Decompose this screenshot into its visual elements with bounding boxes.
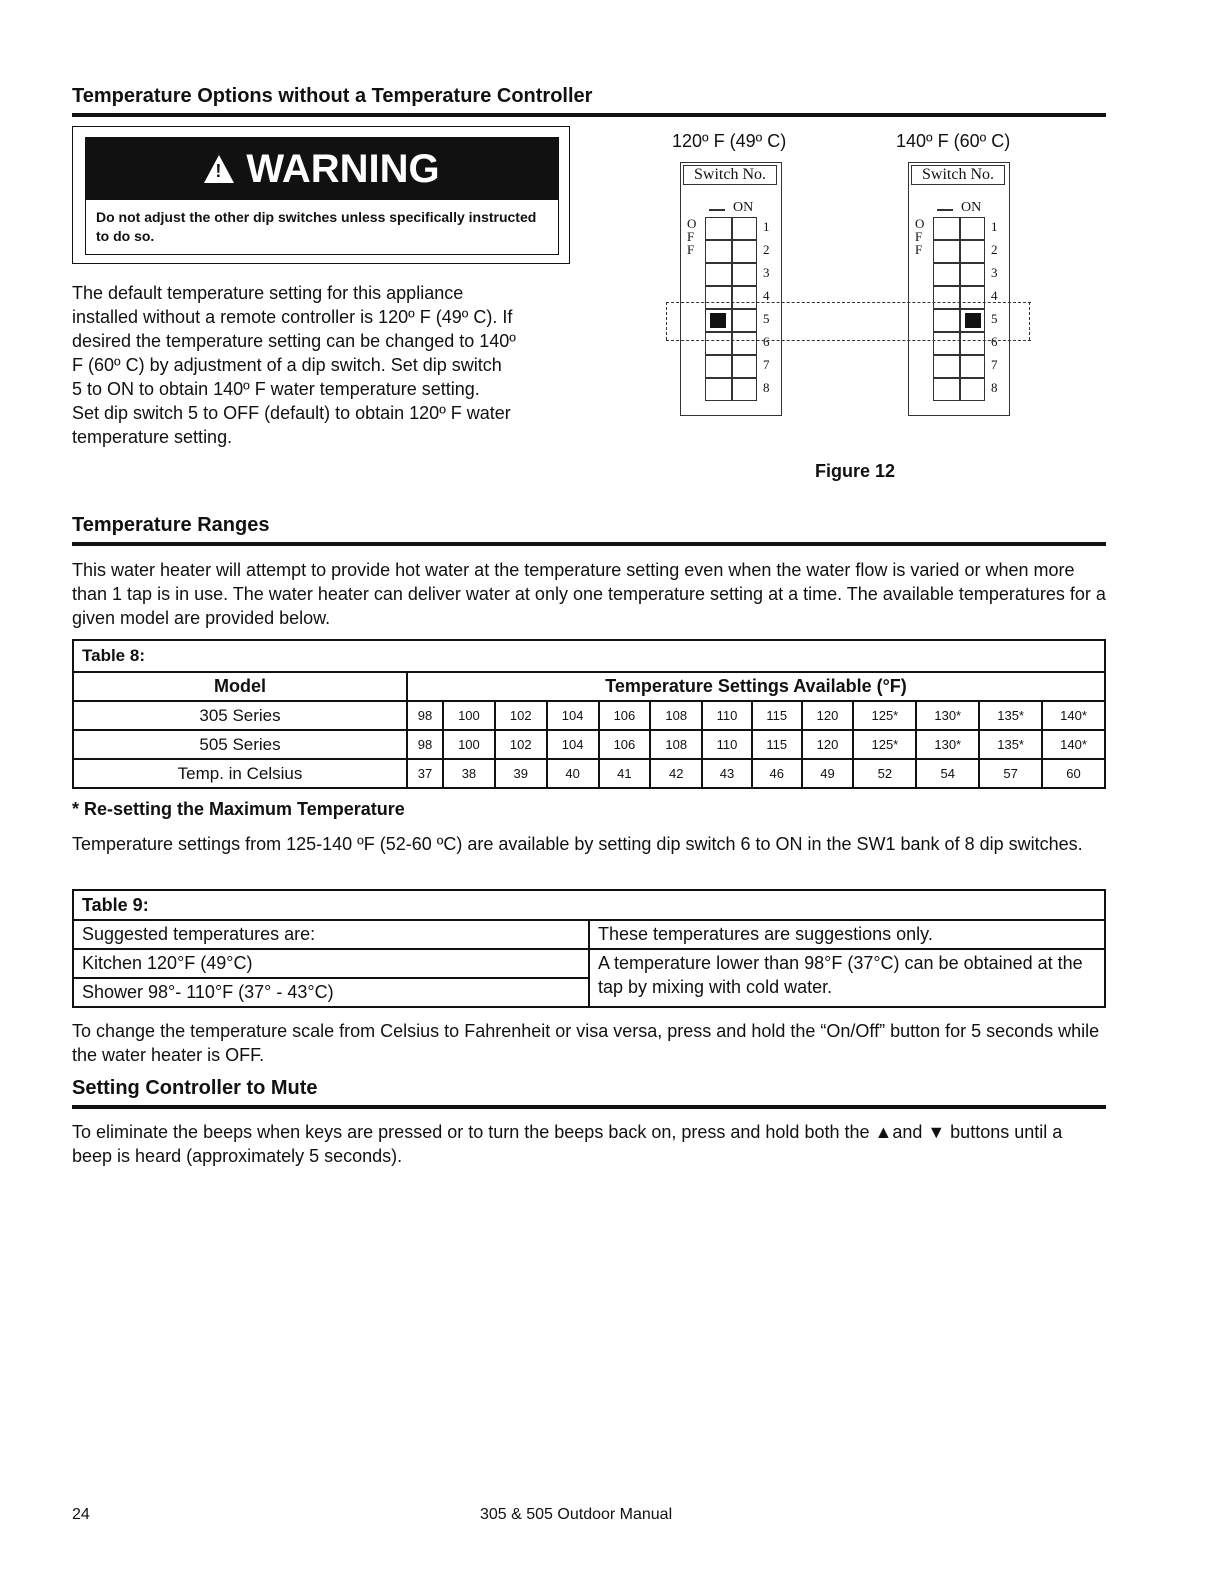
table-cell: 41 — [599, 759, 651, 788]
section-rule — [72, 542, 1106, 546]
table-cell: 130* — [916, 701, 979, 730]
table-cell: A temperature lower than 98°F (37°C) can be obtained at the tap by mixing with cold water. — [589, 949, 1105, 1007]
table-cell: 60 — [1042, 759, 1105, 788]
table-cell: 98 — [407, 730, 443, 759]
dip-switch-slot — [933, 332, 985, 355]
table-cell: 46 — [752, 759, 802, 788]
switch-number: 3 — [991, 265, 998, 280]
table-cell: 135* — [979, 701, 1042, 730]
table-cell: Suggested temperatures are: — [73, 920, 589, 949]
dip-switch-slot — [705, 240, 757, 263]
table-cell: These temperatures are suggestions only. — [589, 920, 1105, 949]
table-cell: 38 — [443, 759, 495, 788]
table-cell: 106 — [599, 701, 651, 730]
table-cell: Shower 98°- 110°F (37° - 43°C) — [73, 978, 589, 1007]
switch-number: 1 — [763, 219, 770, 234]
warning-triangle-icon — [204, 155, 234, 183]
warning-message: Do not adjust the other dip switches unless specifically instructed to do so. — [96, 209, 537, 244]
warning-box — [72, 126, 570, 264]
table-row — [73, 701, 1105, 730]
table-cell: 125* — [853, 701, 916, 730]
switch-number: 3 — [763, 265, 770, 280]
dip-switch-slot — [933, 286, 985, 309]
switch-number: 4 — [991, 288, 998, 303]
paragraph-line: desired the temperature setting can be changed to 140º — [72, 331, 516, 351]
switch-number-title: Switch No. — [683, 165, 777, 185]
default-temperature-paragraph — [72, 281, 572, 449]
highlight-dash-top — [666, 302, 1031, 303]
table-cell: 100 — [443, 730, 495, 759]
table-row — [73, 759, 1105, 788]
switch-number: 2 — [991, 242, 998, 257]
section-title-temperature-ranges: Temperature Ranges — [72, 514, 270, 536]
switch-number: 4 — [763, 288, 770, 303]
table-cell: 49 — [802, 759, 854, 788]
switch-number: 2 — [763, 242, 770, 257]
row-label: 505 Series — [73, 730, 407, 759]
switch-number: 5 — [991, 311, 998, 326]
table-8 — [72, 639, 1106, 789]
table-cell: 102 — [495, 701, 547, 730]
table-cell: 37 — [407, 759, 443, 788]
table-cell: 140* — [1042, 730, 1105, 759]
table-cell: 130* — [916, 730, 979, 759]
dip-switch-panel — [680, 162, 782, 416]
table-cell: 98 — [407, 701, 443, 730]
switch-number-title: Switch No. — [911, 165, 1005, 185]
switch-knob-icon — [710, 313, 726, 328]
figure-caption: Figure 12 — [815, 461, 896, 481]
switch-number: 7 — [991, 357, 998, 372]
switch-number: 1 — [991, 219, 998, 234]
off-label: OFF — [915, 216, 925, 257]
warning-label: WARNING — [246, 146, 440, 191]
table-cell: 120 — [802, 730, 854, 759]
table-cell: 42 — [650, 759, 702, 788]
dip-switch-panel — [908, 162, 1010, 416]
table-cell: 140* — [1042, 701, 1105, 730]
table-cell: 125* — [853, 730, 916, 759]
dip-switch-slot — [705, 355, 757, 378]
highlight-dash-bottom — [666, 340, 1031, 341]
switch-number: 6 — [991, 334, 998, 349]
on-label: ON — [961, 200, 982, 215]
table-cell: 104 — [547, 730, 599, 759]
column-header-model: Model — [73, 672, 407, 701]
paragraph-line: Set dip switch 5 to OFF (default) to obtain 120º F water — [72, 403, 511, 423]
dip-switch-slot — [933, 263, 985, 286]
panel-label-120f: 120º F (49º C) — [672, 131, 787, 151]
table-cell: 40 — [547, 759, 599, 788]
table-cell: 54 — [916, 759, 979, 788]
table-cell: 110 — [702, 730, 752, 759]
panel-label-140f: 140º F (60º C) — [896, 131, 1011, 151]
section-rule — [72, 113, 1106, 117]
table-cell: 100 — [443, 701, 495, 730]
temperature-scale-note: To change the temperature scale from Celsius to Fahrenheit or visa versa, press and hold the “On/Off” button for 5 seconds while the water heater is OFF. — [72, 1021, 1100, 1065]
section-title-setting-controller-mute: Setting Controller to Mute — [72, 1077, 318, 1099]
table-cell: 120 — [802, 701, 854, 730]
table-cell: 108 — [650, 730, 702, 759]
switch-number: 7 — [763, 357, 770, 372]
warning-inner-box — [85, 137, 559, 255]
dip-switch-slot — [705, 332, 757, 355]
table-cell: 110 — [702, 701, 752, 730]
dip-switch-slot — [933, 378, 985, 401]
table-cell: 115 — [752, 730, 802, 759]
on-label: ON — [733, 200, 754, 215]
highlight-dash-left — [666, 302, 667, 340]
highlight-dash-right — [1029, 302, 1030, 340]
table-caption: Table 9: — [73, 890, 1105, 920]
table-cell: 102 — [495, 730, 547, 759]
dip-switch-slot — [933, 217, 985, 240]
dip-switch-slot — [705, 217, 757, 240]
section-title-temperature-options: Temperature Options without a Temperature Controller — [72, 85, 593, 107]
temperature-ranges-paragraph: This water heater will attempt to provide hot water at the temperature setting even when the water flow is varied or when more than 1 tap is in use. The water heater can deliver water at only one temperature setting at a time. The available temperatures for a given model are provided below. — [72, 560, 1106, 628]
paragraph-line: installed without a remote controller is 120º F (49º C). If — [72, 307, 513, 327]
table-9 — [72, 889, 1106, 1008]
page-number: 24 — [72, 1506, 90, 1523]
row-label: Temp. in Celsius — [73, 759, 407, 788]
dip-switch-slot — [705, 378, 757, 401]
dip-switch-slot — [705, 263, 757, 286]
table-cell: 108 — [650, 701, 702, 730]
paragraph-line: 5 to ON to obtain 140º F water temperature setting. — [72, 379, 480, 399]
section-rule — [72, 1105, 1106, 1109]
table-cell: 43 — [702, 759, 752, 788]
column-header-temperatures: Temperature Settings Available (°F) — [407, 672, 1105, 701]
table-cell: 39 — [495, 759, 547, 788]
off-label: OFF — [687, 216, 697, 257]
dip-switch-slot — [705, 309, 757, 332]
table-cell: 135* — [979, 730, 1042, 759]
dip-switch-slot — [933, 309, 985, 332]
reset-max-temperature-title: * Re-setting the Maximum Temperature — [72, 799, 405, 819]
switch-number: 5 — [763, 311, 770, 326]
switch-number: 6 — [763, 334, 770, 349]
switch-number: 8 — [763, 380, 770, 395]
paragraph-line: temperature setting. — [72, 427, 233, 447]
arrow-left-icon — [709, 209, 725, 211]
paragraph-line: F (60º C) by adjustment of a dip switch. Set dip switch — [72, 355, 502, 375]
arrow-left-icon — [937, 209, 953, 211]
table-cell: 104 — [547, 701, 599, 730]
table-cell: 106 — [599, 730, 651, 759]
reset-max-temperature-paragraph: Temperature settings from 125-140 ºF (52-60 ºC) are available by setting dip switch 6 to ON in the SW1 bank of 8 dip switches. — [72, 834, 1083, 854]
dip-switch-slot — [705, 286, 757, 309]
table-row — [73, 730, 1105, 759]
row-label: 305 Series — [73, 701, 407, 730]
dip-switch-slot — [933, 240, 985, 263]
switch-knob-icon — [965, 313, 981, 328]
table-cell: 115 — [752, 701, 802, 730]
table-cell: Kitchen 120°F (49°C) — [73, 949, 589, 978]
switch-number: 8 — [991, 380, 998, 395]
manual-title: 305 & 505 Outdoor Manual — [480, 1506, 673, 1523]
mute-paragraph: To eliminate the beeps when keys are pressed or to turn the beeps back on, press and hold both the ▲and ▼ buttons until a beep is heard (approximately 5 seconds). — [72, 1122, 1063, 1166]
paragraph-line: The default temperature setting for this appliance — [72, 283, 464, 303]
table-cell: 57 — [979, 759, 1042, 788]
dip-switch-slot — [933, 355, 985, 378]
table-caption: Table 8: — [73, 640, 1105, 672]
table-cell: 52 — [853, 759, 916, 788]
warning-header — [86, 138, 558, 200]
